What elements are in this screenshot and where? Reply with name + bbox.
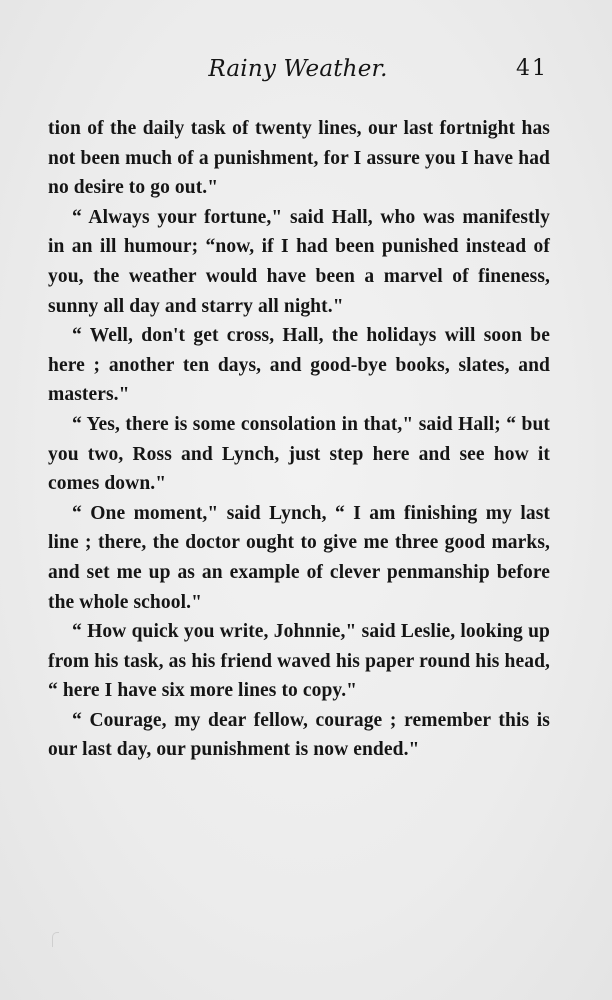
paragraph: “ Always your fortune," said Hall, who was manifestly in an ill humour; “now, if I had been punished instead of you, the weather would have been a marvel of fineness, sunny all day and starry all night.": [48, 206, 550, 317]
page-number: 41: [516, 56, 548, 81]
paragraph: “ One moment," said Lynch, “ I am finishing my last line ; there, the doctor ought to give me three good marks, and set me up as an example of clever penmanship before the whole school.": [48, 502, 550, 613]
paragraph: “ Yes, there is some consolation in that," said Hall; “ but you two, Ross and Lynch, just step here and see how it comes down.": [48, 413, 550, 495]
paragraph: “ How quick you write, Johnnie," said Leslie, looking up from his task, as his friend waved his paper round his head, “ here I have six more lines to copy.": [48, 621, 550, 702]
paragraph: tion of the daily task of twenty lines, our last fortnight has not been much of a punishment, for I assure you I have had no desire to go out.": [48, 118, 550, 199]
paragraph: “ Courage, my dear fellow, courage ; remember this is our last day, our punishment is now ended.": [48, 709, 550, 761]
body-text: [48, 114, 550, 765]
page-corner-mark: [52, 932, 59, 947]
page-header: [48, 56, 548, 90]
running-title: Rainy Weather.: [208, 56, 388, 82]
paragraph: “ Well, don't get cross, Hall, the holidays will soon be here ; another ten days, and good-bye books, slates, and masters.": [48, 325, 550, 406]
